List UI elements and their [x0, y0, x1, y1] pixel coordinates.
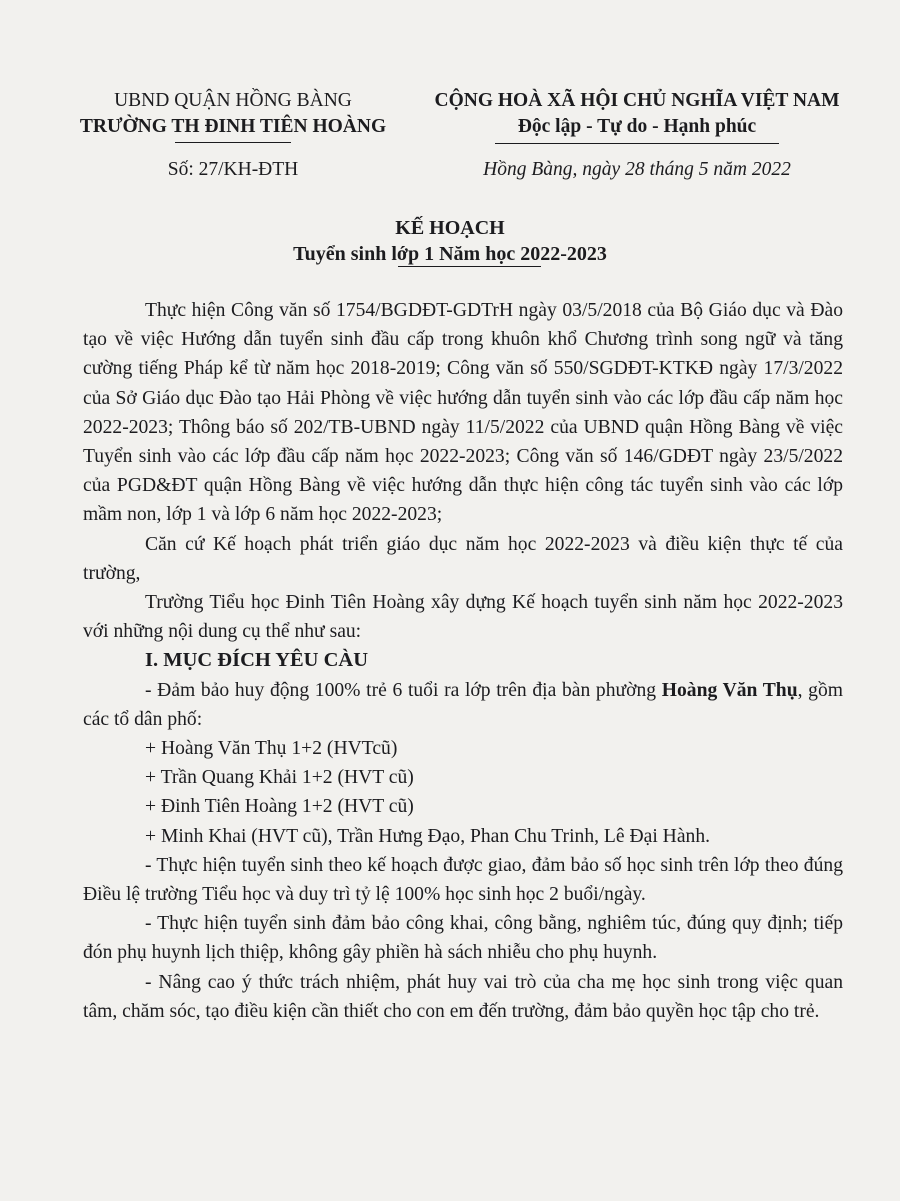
paragraph-plan-basis: Căn cứ Kế hoạch phát triển giáo dục năm học 2022-2023 và điều kiện thực tế của trường,	[83, 533, 843, 584]
ward-name: Hoàng Văn Thụ	[661, 679, 798, 701]
list-item: + Trần Quang Khải 1+2 (HVT cũ)	[145, 767, 414, 789]
national-title: CỘNG HOÀ XÃ HỘI CHỦ NGHĨA VIỆT NAM	[434, 90, 840, 111]
title-underline	[398, 266, 541, 267]
document-title: KẾ HOẠCH	[395, 217, 505, 239]
bullet-mobilize-text: - Đảm bảo huy động 100% trẻ 6 tuổi ra lớp trên địa bàn phường	[145, 679, 662, 701]
bullet-mobilize-tail: , gồm các tổ dân phố:	[83, 679, 844, 730]
bullet-mobilize	[83, 676, 843, 734]
list-item: + Hoàng Văn Thụ 1+2 (HVTcũ)	[145, 738, 398, 760]
national-header	[408, 88, 866, 140]
school-name: TRƯỜNG TH ĐINH TIÊN HOÀNG	[79, 116, 387, 137]
place-date: Hồng Bàng, ngày 28 tháng 5 năm 2022	[483, 159, 791, 180]
paragraph-intro: Trường Tiểu học Đinh Tiên Hoàng xây dựng Kế hoạch tuyển sinh năm học 2022-2023 với những nội dung cụ thể như sau:	[83, 592, 843, 643]
agency-header	[58, 88, 408, 140]
document-number: Số: 27/KH-ĐTH	[167, 159, 299, 180]
bullet-parents: - Nâng cao ý thức trách nhiệm, phát huy vai trò của cha mẹ học sinh trong việc quan tâm, chăm sóc, tạo điều kiện cần thiết cho con em đến trường, đảm bảo quyền học tập cho trẻ.	[83, 971, 843, 1022]
paragraph-legal-basis: Thực hiện Công văn số 1754/BGDĐT-GDTrH ngày 03/5/2018 của Bộ Giáo dục và Đào tạo về việc Hướng dẫn tuyển sinh đầu cấp trong khuôn khổ Chương trình song ngữ và tăng cường tiếng Pháp kể từ năm học 2018-2019; Công văn số 550/SGDĐT-KTKĐ ngày 17/3/2022 của Sở Giáo dục Đào tạo Hải Phòng về việc hướng dẫn tuyển sinh vào các lớp đầu cấp năm học 2022-2023; Thông báo số 202/TB-UBND ngày 11/5/2022 của UBND quận Hồng Bàng về việc Tuyển sinh vào các lớp đầu cấp năm học 2022-2023; Công văn số 146/GDĐT ngày 23/5/2022 của PGD&ĐT quận Hồng Bàng về việc hướng dẫn thực hiện công tác tuyển sinh vào các lớp mầm non, lớp 1 và lớp 6 năm học 2022-2023;	[83, 300, 843, 526]
document-body	[83, 296, 843, 1026]
agency-underline	[175, 142, 291, 143]
motto-underline	[495, 143, 779, 144]
document-subtitle: Tuyển sinh lớp 1 Năm học 2022-2023	[293, 243, 607, 265]
document-title-block	[60, 215, 840, 267]
bullet-transparency: - Thực hiện tuyển sinh đảm bảo công khai, công bằng, nghiêm túc, đúng quy định; tiếp đón phụ huynh lịch thiệp, không gây phiền hà sách nhiễu cho phụ huynh.	[83, 913, 843, 964]
bullet-quota: - Thực hiện tuyển sinh theo kế hoạch được giao, đảm bảo số học sinh trên lớp theo đúng Điều lệ trường Tiểu học và duy trì tỷ lệ 100% học sinh học 2 buổi/ngày.	[83, 854, 843, 906]
list-item: + Đinh Tiên Hoàng 1+2 (HVT cũ)	[145, 796, 414, 818]
section-heading: I. MỤC ĐÍCH YÊU CÀU	[145, 649, 369, 672]
agency-name: UBND QUẬN HỒNG BÀNG	[114, 90, 352, 111]
national-motto: Độc lập - Tự do - Hạnh phúc	[517, 116, 757, 137]
list-item: + Minh Khai (HVT cũ), Trần Hưng Đạo, Phan Chu Trinh, Lê Đại Hành.	[145, 825, 711, 847]
